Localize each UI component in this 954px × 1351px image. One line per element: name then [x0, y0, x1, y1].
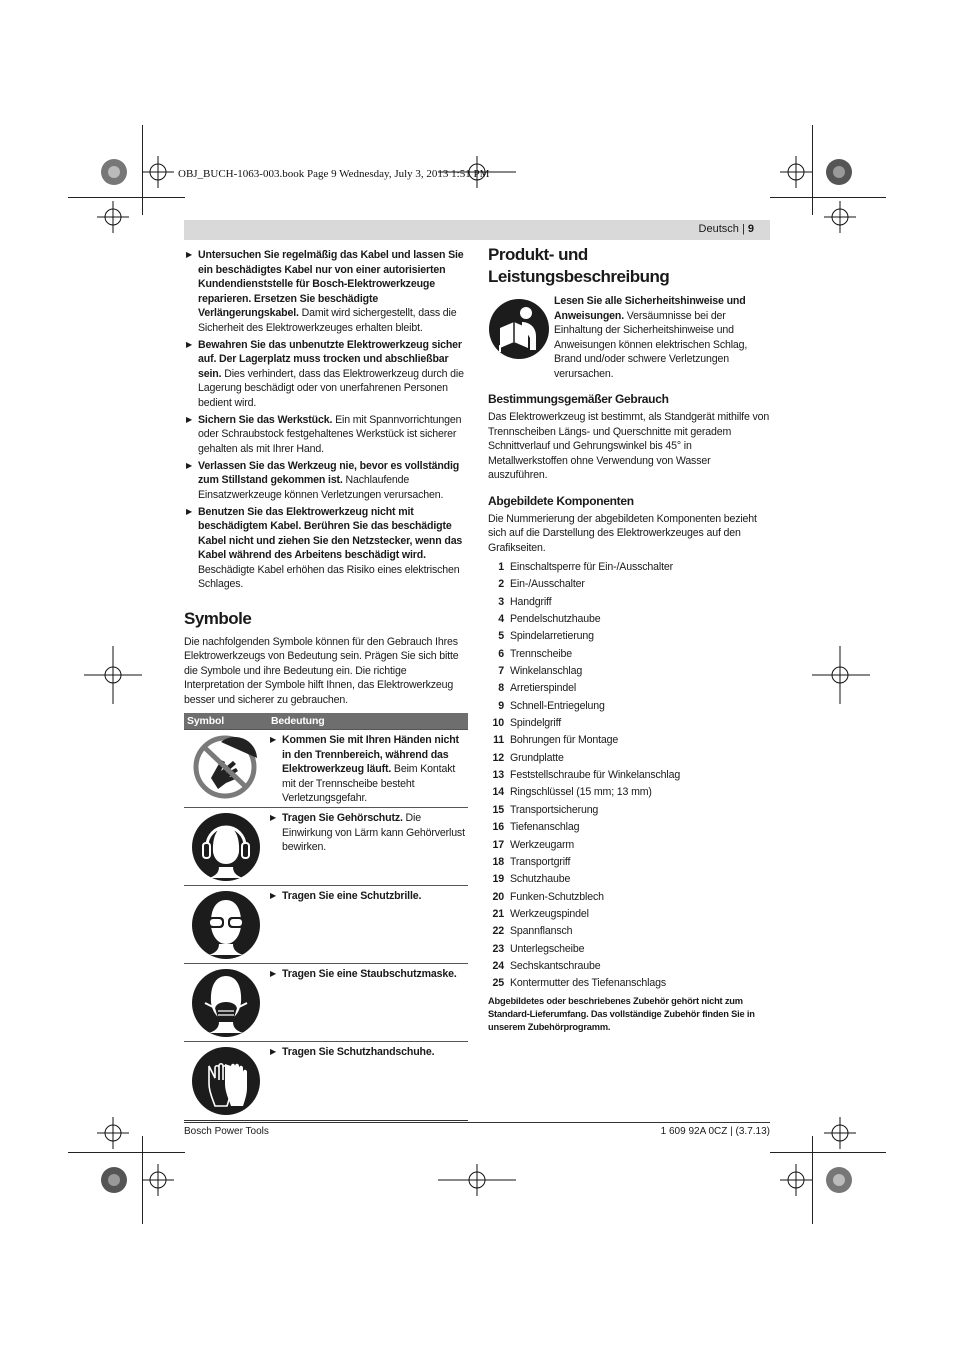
- target-icon: [812, 646, 870, 704]
- component-label: Ringschlüssel (15 mm; 13 mm): [510, 786, 652, 799]
- component-number: 1: [498, 561, 504, 573]
- footer-doc-number: 1 609 92A 0CZ | (3.7.13): [660, 1126, 770, 1137]
- safety-bullet: [184, 248, 468, 335]
- row-bold: Tragen Sie eine Staubschutzmaske.: [282, 968, 457, 980]
- bullet-bold: Bewahren Sie das unbenutzte Elektrowerkzeug sicher auf. Der Lagerplatz muss trocken und abschließbar sein.: [198, 338, 462, 380]
- subtitle-komponenten: Abgebildete Komponenten: [488, 493, 634, 508]
- bullet-bold: Verlassen Sie das Werkzeug nie, bevor es vollständig zum Stillstand gekommen ist.: [198, 459, 460, 486]
- component-number: 13: [492, 769, 504, 782]
- read-text: Versäumnisse bei der Einhaltung der Sicherheitshinweise und Anweisungen können elektrischen Schlag, Brand und/oder schwere Verletzungen verursachen.: [554, 309, 748, 380]
- target-icon: [142, 156, 174, 188]
- component-number: 11: [493, 734, 504, 747]
- component-label: Sechskantschraube: [510, 959, 601, 972]
- komponenten-intro: Die Nummerierung der abgebildeten Komponenten bezieht sich auf die Darstellung des Elektrowerkzeuges auf den Grafikseiten.: [488, 512, 757, 554]
- component-number: 6: [498, 647, 504, 660]
- bullet-bold: Sichern Sie das Werkstück.: [198, 413, 333, 426]
- component-number: 20: [492, 890, 504, 903]
- header-separator: |: [741, 223, 745, 235]
- gebrauch-text: Das Elektrowerkzeug ist bestimmt, als Standgerät mithilfe von Trennscheiben Längs- und Querschnitte mit geradem Schnittverlauf und Gehrungswinkel bis 45° in Metallwerkstoffen ohne Verwendung von Wasser auszuführen.: [488, 411, 770, 481]
- component-number: 19: [492, 873, 504, 886]
- target-icon: [97, 1117, 129, 1149]
- component-list: [488, 559, 770, 993]
- component-label: Einschaltsperre für Ein-/Ausschalter: [510, 561, 673, 573]
- component-number: 9: [498, 699, 504, 712]
- component-number: 15: [492, 803, 504, 816]
- component-label: Handgriff: [510, 595, 552, 608]
- color-wheel-icon: [826, 1167, 852, 1193]
- target-icon: [142, 1164, 174, 1196]
- bullet-text: Damit wird sichergestellt, dass die Sicherheit des Elektrowerkzeuges erhalten bleibt.: [198, 307, 457, 334]
- component-number: 5: [498, 630, 504, 643]
- component-label: Spindelarretierung: [510, 630, 594, 643]
- header-language: Deutsch: [698, 223, 739, 235]
- component-item: [488, 941, 770, 958]
- bullet-bold: Untersuchen Sie regelmäßig das Kabel und lassen Sie ein beschädigtes Kabel nur von einer autorisierten Kundendienststelle für Bosch-Elektrowerkzeuge reparieren. Ersetzen Sie beschädigte Verlängerungskabel.: [198, 249, 464, 319]
- read-manual-icon: [488, 294, 554, 381]
- header-text: [699, 223, 754, 235]
- safety-bullet: [184, 505, 468, 592]
- target-icon: [824, 201, 856, 233]
- component-item: [488, 646, 770, 663]
- component-item: [488, 784, 770, 801]
- component-label: Tiefenanschlag: [510, 821, 580, 834]
- component-number: 10: [492, 717, 504, 730]
- component-label: Transportgriff: [510, 855, 571, 868]
- row-text: Beim Kontakt mit der Trennscheibe besteht Verletzungsgefahr.: [282, 763, 456, 804]
- component-label: Unterlegscheibe: [510, 942, 585, 955]
- target-icon: [84, 646, 142, 704]
- row-bold: Tragen Sie Gehörschutz.: [282, 812, 403, 824]
- component-number: 8: [498, 682, 504, 695]
- component-item: [488, 958, 770, 975]
- safety-bullet: [184, 413, 468, 457]
- symbol-row: [184, 885, 468, 963]
- footer-brand: Bosch Power Tools: [184, 1126, 269, 1137]
- component-item: [488, 715, 770, 732]
- symbol-row: [184, 729, 468, 807]
- component-item: [488, 680, 770, 697]
- component-label: Winkelanschlag: [510, 665, 583, 678]
- component-label: Feststellschraube für Winkelanschlag: [510, 769, 681, 782]
- row-bold: Tragen Sie eine Schutzbrille.: [282, 890, 422, 902]
- section-title-symbole: Symbole: [184, 608, 252, 628]
- component-number: 22: [492, 925, 504, 938]
- safety-bullet: [184, 459, 468, 503]
- col-symbol: Symbol: [187, 715, 225, 727]
- gloves-icon: [191, 1046, 261, 1116]
- component-label: Schnell-Entriegelung: [510, 699, 605, 712]
- symbol-row: [184, 1041, 468, 1120]
- color-wheel-icon: [101, 1167, 127, 1193]
- subtitle-gebrauch: Bestimmungsgemäßer Gebrauch: [488, 392, 669, 406]
- bullet-text: Nachlaufende Einsatzwerkzeuge können Verletzungen verursachen.: [198, 474, 444, 501]
- component-item: [488, 750, 770, 767]
- footer-divider: [184, 1122, 770, 1123]
- ear-protection-icon: [191, 812, 261, 882]
- component-number: 18: [492, 855, 504, 868]
- component-item: [488, 559, 770, 576]
- component-item: [488, 698, 770, 715]
- target-icon: [824, 1117, 856, 1149]
- component-item: [488, 576, 770, 593]
- component-label: Werkzeugspindel: [510, 907, 589, 920]
- component-number: 7: [498, 665, 504, 678]
- right-column: [488, 244, 770, 1034]
- accessory-note: Abgebildetes oder beschriebenes Zubehör gehört nicht zum Standard-Lieferumfang. Das vollständige Zubehör finden Sie in unserem Zubehörprogramm.: [488, 995, 755, 1032]
- symbol-row: [184, 963, 468, 1041]
- component-item: [488, 889, 770, 906]
- component-item: [488, 802, 770, 819]
- component-label: Kontermutter des Tiefenanschlags: [510, 977, 666, 990]
- component-label: Schutzhaube: [510, 873, 571, 886]
- component-number: 16: [492, 821, 504, 834]
- component-number: 3: [498, 595, 504, 608]
- component-label: Bohrungen für Montage: [510, 734, 619, 747]
- symbol-row: [184, 807, 468, 885]
- component-item: [488, 975, 770, 992]
- color-wheel-icon: [101, 159, 127, 185]
- symbole-intro: Die nachfolgenden Symbole können für den Gebrauch Ihres Elektrowerkzeugs von Bedeutung sein. Prägen Sie sich bitte die Symbole und ihre Bedeutung ein. Die richtige Interpretation der Symbole hilft Ihnen, das Elektrowerkzeug besser und sicherer zu gebrauchen.: [184, 635, 459, 706]
- bullet-text: Ein mit Spannvorrichtungen oder Schraubstock festgehaltenes Werkstück ist sicherer gehalten als mit Ihrer Hand.: [198, 413, 462, 455]
- component-number: 12: [492, 751, 504, 764]
- target-icon: [438, 1164, 516, 1196]
- bullet-bold: Benutzen Sie das Elektrowerkzeug nicht mit beschädigtem Kabel. Berühren Sie das beschädigte Kabel nicht und ziehen Sie den Netzstecker, wenn das Kabel während des Arbeitens beschädigt wird.: [198, 505, 463, 561]
- component-number: 21: [492, 907, 504, 920]
- component-label: Pendelschutzhaube: [510, 613, 601, 626]
- color-wheel-icon: [826, 159, 852, 185]
- target-icon: [780, 1164, 812, 1196]
- safety-goggles-icon: [191, 890, 261, 960]
- component-number: 23: [492, 942, 504, 955]
- target-icon: [780, 156, 812, 188]
- component-item: [488, 906, 770, 923]
- component-item: [488, 594, 770, 611]
- read-instructions-block: [488, 294, 770, 381]
- component-number: 2: [498, 578, 504, 591]
- component-label: Arretierspindel: [510, 682, 577, 695]
- component-label: Grundplatte: [510, 751, 564, 764]
- component-item: [488, 923, 770, 940]
- component-item: [488, 819, 770, 836]
- left-column: [184, 248, 468, 1121]
- bullet-text: Beschädigte Kabel erhöhen das Risiko eines elektrischen Schlages.: [198, 563, 460, 590]
- component-label: Ein-/Ausschalter: [510, 578, 585, 591]
- component-label: Funken-Schutzblech: [510, 890, 604, 903]
- safety-bullet: [184, 338, 468, 411]
- no-hands-icon: [191, 734, 261, 800]
- component-item: [488, 837, 770, 854]
- component-label: Werkzeugarm: [510, 838, 575, 851]
- component-number: 17: [492, 838, 504, 851]
- bullet-text: Dies verhindert, dass das Elektrowerkzeug durch die Lagerung beschädigt oder von unerfahrenen Personen bedient wird.: [198, 367, 464, 409]
- component-label: Spannflansch: [510, 925, 573, 938]
- component-item: [488, 732, 770, 749]
- component-item: [488, 871, 770, 888]
- component-label: Transportsicherung: [510, 803, 599, 816]
- component-label: Spindelgriff: [510, 717, 562, 730]
- component-number: 14: [492, 786, 504, 799]
- component-item: [488, 767, 770, 784]
- running-header: [184, 220, 770, 240]
- component-item: [488, 628, 770, 645]
- dust-mask-icon: [191, 968, 261, 1038]
- component-number: 24: [492, 959, 504, 972]
- component-label: Trennscheibe: [510, 647, 572, 660]
- symbol-table-header: [184, 713, 468, 729]
- row-bold: Tragen Sie Schutzhandschuhe.: [282, 1046, 435, 1058]
- target-icon: [97, 201, 129, 233]
- page-number: 9: [747, 223, 754, 235]
- component-item: [488, 663, 770, 680]
- component-number: 4: [498, 613, 504, 626]
- component-item: [488, 611, 770, 628]
- row-bold: Kommen Sie mit Ihren Händen nicht in den Trennbereich, während das Elektrowerkzeug läuft.: [282, 734, 459, 775]
- read-bold: Lesen Sie alle Sicherheitshinweise und Anweisungen.: [554, 295, 746, 322]
- component-item: [488, 854, 770, 871]
- print-info: OBJ_BUCH-1063-003.book Page 9 Wednesday, July 3, 2013 1:51 PM: [178, 168, 490, 180]
- row-text: Die Einwirkung von Lärm kann Gehörverlust bewirken.: [282, 812, 465, 853]
- section-title-produkt: Produkt- und Leistungsbeschreibung: [488, 245, 670, 286]
- symbol-table: [184, 713, 468, 1121]
- col-meaning: Bedeutung: [271, 715, 325, 727]
- component-number: 25: [492, 977, 504, 990]
